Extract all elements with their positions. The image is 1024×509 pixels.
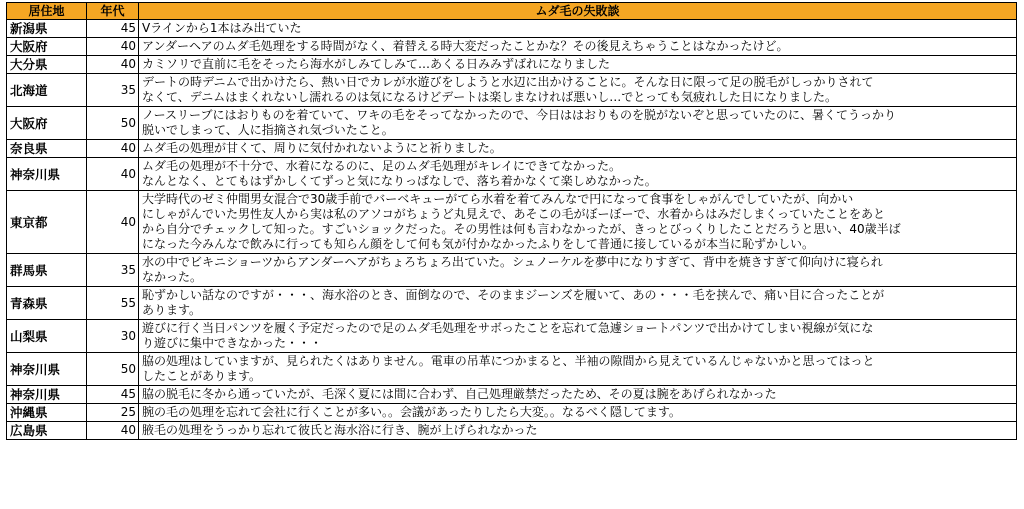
age-cell: 45 — [87, 386, 139, 404]
age-cell: 35 — [87, 74, 139, 107]
table-row — [7, 386, 1017, 404]
age-cell: 25 — [87, 404, 139, 422]
table-row — [7, 254, 1017, 287]
story-cell: 水の中でビキニショーツからアンダーヘアがちょろちょろ出ていた。シュノーケルを夢中になりすぎて、背中を焼きすぎて仰向けに寝られ なかった。 — [139, 254, 1017, 287]
residence-cell: 広島県 — [7, 422, 87, 440]
residence-cell: 神奈川県 — [7, 353, 87, 386]
residence-cell: 青森県 — [7, 287, 87, 320]
header-story: ムダ毛の失敗談 — [139, 3, 1017, 20]
story-cell: アンダーヘアのムダ毛処理をする時間がなく、着替える時大変だったことかな？その後見えちゃうことはなかったけど。 — [139, 38, 1017, 56]
age-cell: 45 — [87, 20, 139, 38]
table-row — [7, 140, 1017, 158]
residence-cell: 北海道 — [7, 74, 87, 107]
table-body — [7, 20, 1017, 440]
table-row — [7, 404, 1017, 422]
story-cell: 脇の脱毛に冬から通っていたが、毛深く夏には間に合わず、自己処理厳禁だったため、その夏は腕をあげられなかった — [139, 386, 1017, 404]
residence-cell: 神奈川県 — [7, 158, 87, 191]
age-cell: 40 — [87, 158, 139, 191]
age-cell: 55 — [87, 287, 139, 320]
residence-cell: 山梨県 — [7, 320, 87, 353]
story-cell: 遊びに行く当日パンツを履く予定だったので足のムダ毛処理をサボったことを忘れて急遽ショートパンツで出かけてしまい視線が気にな り遊びに集中できなかった・・・ — [139, 320, 1017, 353]
table-row — [7, 158, 1017, 191]
story-cell: 腋毛の処理をうっかり忘れて彼氏と海水浴に行き、腕が上げられなかった — [139, 422, 1017, 440]
age-cell: 40 — [87, 140, 139, 158]
age-cell: 40 — [87, 422, 139, 440]
age-cell: 40 — [87, 191, 139, 254]
story-cell: カミソリで直前に毛をそったら海水がしみてしみて…あくる日みみずばれになりました — [139, 56, 1017, 74]
table-row — [7, 20, 1017, 38]
residence-cell: 群馬県 — [7, 254, 87, 287]
residence-cell: 新潟県 — [7, 20, 87, 38]
failure-stories-table-wrapper — [6, 2, 1016, 440]
residence-cell: 大分県 — [7, 56, 87, 74]
story-cell: 腕の毛の処理を忘れて会社に行くことが多い。。会議があったりしたら大変。。なるべく隠してます。 — [139, 404, 1017, 422]
table-row — [7, 107, 1017, 140]
table-header-row — [7, 3, 1017, 20]
story-cell: ムダ毛の処理が甘くて、周りに気付かれないようにと祈りました。 — [139, 140, 1017, 158]
residence-cell: 神奈川県 — [7, 386, 87, 404]
story-cell: Vラインから1本はみ出ていた — [139, 20, 1017, 38]
age-cell: 50 — [87, 353, 139, 386]
age-cell: 30 — [87, 320, 139, 353]
age-cell: 40 — [87, 38, 139, 56]
table-row — [7, 38, 1017, 56]
residence-cell: 奈良県 — [7, 140, 87, 158]
failure-stories-table — [6, 2, 1017, 440]
story-cell: デートの時デニムで出かけたら、熱い日でカレが水遊びをしようと水辺に出かけることに。そんな日に限って足の脱毛がしっかりされて なくて、デニムはまくれないし濡れるのは気になるけどデートは楽しまなければ悪いし…でとっても気疲れした日になりました。 — [139, 74, 1017, 107]
header-age: 年代 — [87, 3, 139, 20]
story-cell: 大学時代のゼミ仲間男女混合で30歳手前でバーベキューがてら水着を着てみんなで円になって食事をしゃがんでしていたが、向かい にしゃがんでいた男性友人から実は私のアソコがちょうど丸見えで、あそこの毛がぼーぼーで、水着からはみだしまくっていたことをあと から自分でチェックして知った。すごいショックだった。その男性は何も言わなかったが、きっとびっくりしたことだろうと思い、40歳半ば になった今みんなで飲みに行っても知らん顔をして何も気が付かなかったふりをして普通に接しているが本当に恥ずかしい。 — [139, 191, 1017, 254]
residence-cell: 沖縄県 — [7, 404, 87, 422]
table-row — [7, 191, 1017, 254]
story-cell: 恥ずかしい話なのですが・・・、海水浴のとき、面倒なので、そのままジーンズを履いて、あの・・・毛を挟んで、痛い目に合ったことが あります。 — [139, 287, 1017, 320]
residence-cell: 大阪府 — [7, 107, 87, 140]
table-row — [7, 287, 1017, 320]
age-cell: 35 — [87, 254, 139, 287]
table-row — [7, 422, 1017, 440]
residence-cell: 東京都 — [7, 191, 87, 254]
story-cell: ノースリーブにはおりものを着ていて、ワキの毛をそってなかったので、今日ははおりものを脱がないぞと思っていたのに、暑くてうっかり 脱いでしまって、人に指摘され気づいたこと。 — [139, 107, 1017, 140]
age-cell: 50 — [87, 107, 139, 140]
table-row — [7, 56, 1017, 74]
header-residence: 居住地 — [7, 3, 87, 20]
story-cell: 脇の処理はしていますが、見られたくはありません。電車の吊革につかまると、半袖の隙間から見えているんじゃないかと思ってはっと したことがあります。 — [139, 353, 1017, 386]
table-row — [7, 74, 1017, 107]
residence-cell: 大阪府 — [7, 38, 87, 56]
story-cell: ムダ毛の処理が不十分で、水着になるのに、足のムダ毛処理がキレイにできてなかった。 なんとなく、とてもはずかしくてずっと気になりっぱなしで、落ち着かなくて楽しめなかった。 — [139, 158, 1017, 191]
table-row — [7, 353, 1017, 386]
age-cell: 40 — [87, 56, 139, 74]
table-row — [7, 320, 1017, 353]
